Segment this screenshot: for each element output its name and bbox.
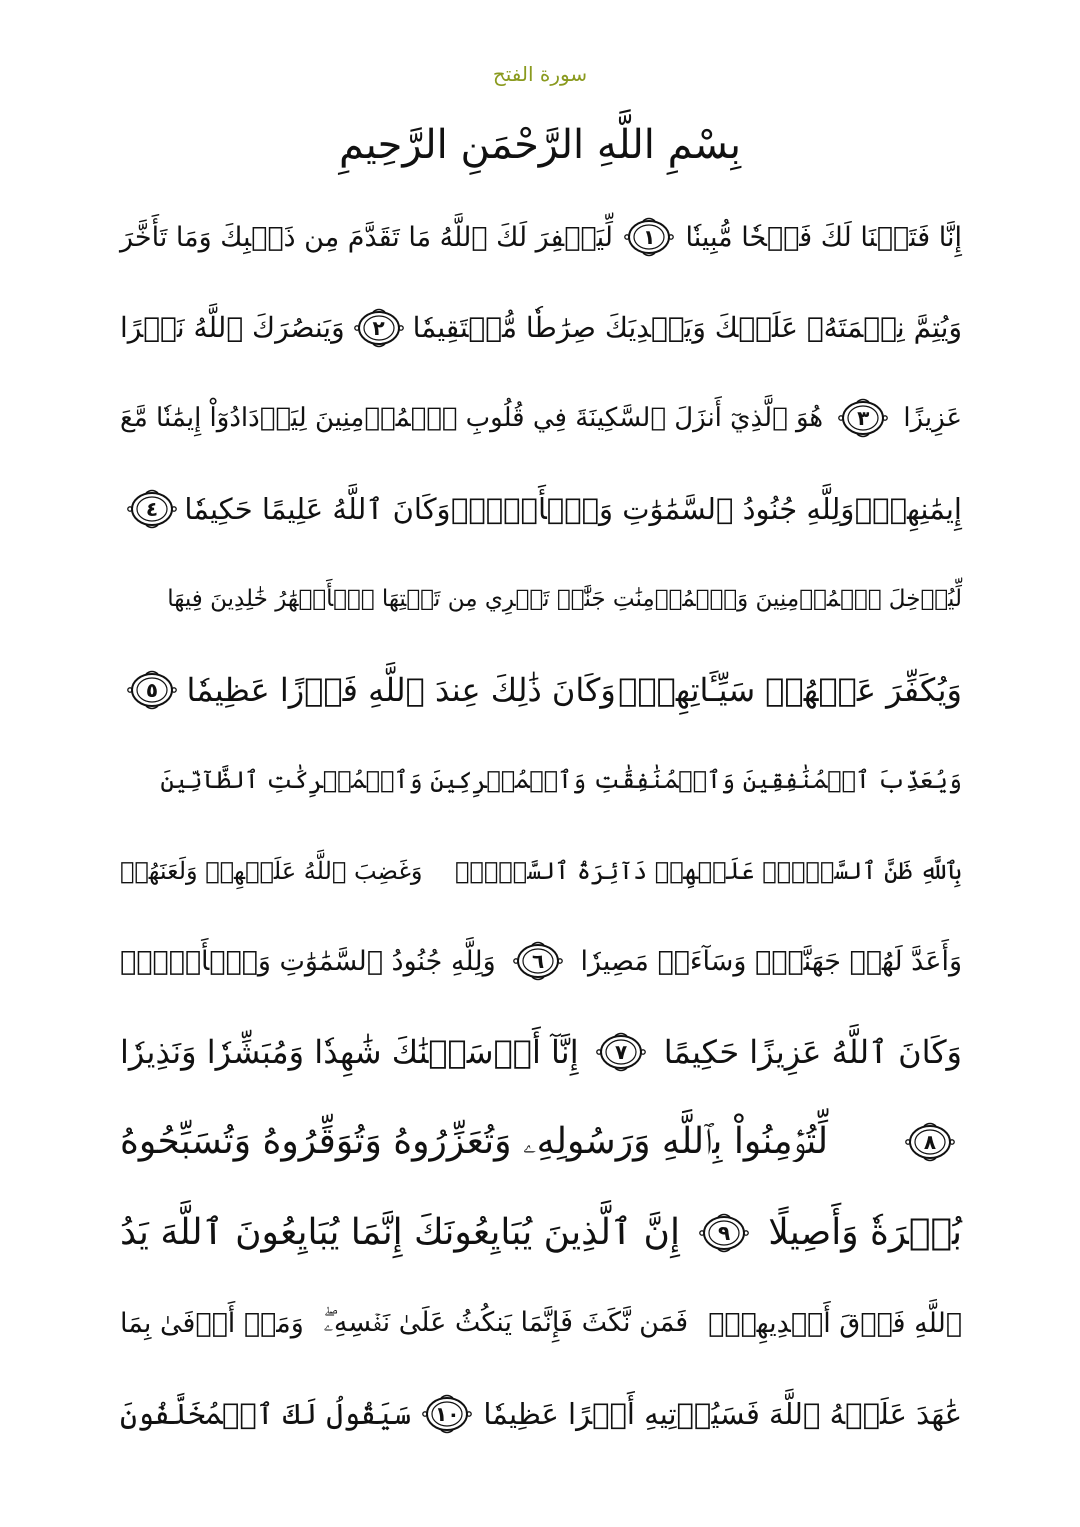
verse-text: بِٱللَّهِ ظَنَّ ٱلسَّوۡءِۚ عَلَيۡهِمۡ دَآئِرَةُ ٱلسَّوۡءِۖ bbox=[455, 856, 962, 885]
ayah-number-marker bbox=[512, 941, 564, 981]
ayah-number: ٧ bbox=[615, 1039, 628, 1064]
ayah-number: ٦ bbox=[531, 949, 545, 974]
verse-text: لِّتُؤۡمِنُواْ بِٱللَّهِ وَرَسُولِهِۦ وَتُعَزِّرُوهُ وَتُوَقِّرُوهُ وَتُسَبِّحُوهُ bbox=[120, 1121, 829, 1163]
verse-text: وَلِلَّهِ جُنُودُ ٱلسَّمَٰوَٰتِ وَٱلۡأَرۡضِۚ bbox=[450, 491, 855, 526]
ayah-number-marker bbox=[837, 398, 889, 438]
ayah-number-marker bbox=[595, 1032, 647, 1072]
verse-text: لِّيَغۡفِرَ لَكَ ٱللَّهُ مَا تَقَدَّمَ مِن ذَنۢبِكَ وَمَا تَأَخَّرَ bbox=[120, 221, 613, 253]
verse-line bbox=[120, 916, 962, 1007]
verse-line bbox=[120, 645, 962, 736]
verse-text: بُكۡرَةٗ وَأَصِيلًا bbox=[768, 1212, 962, 1254]
verse-text: ٱللَّهِ فَوۡقَ أَيۡدِيهِمۡۚ bbox=[708, 1307, 962, 1339]
ayah-number: ٨ bbox=[923, 1130, 937, 1155]
verse-line bbox=[120, 1188, 962, 1279]
ayah-number: ٢ bbox=[372, 315, 385, 340]
verse-text: وَكَانَ ٱللَّهُ عَلِيمًا حَكِيمٗا bbox=[184, 491, 451, 526]
ayah-number-marker bbox=[421, 1394, 473, 1434]
verse-text: وَأَعَدَّ لَهُمۡ جَهَنَّمَۖ وَسَآءَتۡ مَصِيرٗا bbox=[580, 945, 962, 977]
ayah-number-marker bbox=[353, 308, 405, 348]
verse-text: وَغَضِبَ ٱللَّهُ عَلَيۡهِمۡ وَلَعَنَهُمۡ bbox=[120, 856, 423, 885]
ayah-number: ١ bbox=[643, 225, 656, 250]
verse-line bbox=[120, 1007, 962, 1098]
verse-text: إِنَّا فَتَحۡنَا لَكَ فَتۡحٗا مُّبِينٗا bbox=[685, 221, 962, 253]
ayah-number-marker bbox=[623, 217, 675, 257]
verse-line bbox=[120, 192, 962, 283]
verse-line bbox=[120, 1097, 962, 1188]
verse-line bbox=[120, 826, 962, 917]
ayah-number-marker bbox=[126, 670, 178, 710]
verse-text: وَكَانَ ذَٰلِكَ عِندَ ٱللَّهِ فَوۡزًا عَظِيمٗا bbox=[186, 670, 616, 709]
verse-line bbox=[120, 1369, 962, 1460]
ayah-number: ٥ bbox=[145, 677, 159, 702]
surah-title: سورة الفتح bbox=[492, 62, 588, 86]
verse-line bbox=[120, 373, 962, 464]
ayah-number-marker bbox=[698, 1213, 750, 1253]
verse-line bbox=[120, 735, 962, 826]
verse-lines bbox=[120, 192, 962, 1459]
ayah-number-marker bbox=[904, 1122, 956, 1162]
verse-text: وَكَانَ ٱللَّهُ عَزِيزًا حَكِيمًا bbox=[663, 1032, 962, 1071]
ayah-number: ٤ bbox=[145, 496, 159, 521]
verse-text: وَيُكَفِّرَ عَنۡهُمۡ سَيِّـَٔاتِهِمۡۚ bbox=[618, 670, 962, 709]
verse-text: إِيمَٰنِهِمۡۗ bbox=[854, 491, 962, 526]
verse-line bbox=[120, 1278, 962, 1369]
verse-text: وَيُعَذِّبَ ٱلۡمُنَٰفِقِينَ وَٱلۡمُنَٰفِقَٰتِ وَٱلۡمُشۡرِكِينَ وَٱلۡمُشۡرِكَٰتِ ٱلظَّآنِّينَ bbox=[160, 766, 962, 795]
basmala: بِسْمِ اللَّهِ الرَّحْمَنِ الرَّحِيمِ bbox=[338, 122, 742, 168]
ayah-number: ١٠ bbox=[435, 1401, 460, 1426]
verse-text: وَمَنۡ أَوۡفَىٰ بِمَا bbox=[120, 1307, 304, 1339]
verse-line bbox=[120, 283, 962, 374]
verse-text: عَٰهَدَ عَلَيۡهُ ٱللَّهَ فَسَيُؤۡتِيهِ أَجۡرًا عَظِيمٗا bbox=[483, 1396, 962, 1431]
verse-text: وَيَنصُرَكَ ٱللَّهُ نَصۡرًا bbox=[120, 311, 345, 345]
verse-text: وَيُتِمَّ نِعۡمَتَهُۥ عَلَيۡكَ وَيَهۡدِيَكَ صِرَٰطٗا مُّسۡتَقِيمٗا bbox=[412, 311, 962, 345]
verse-text: هُوَ ٱلَّذِيٓ أَنزَلَ ٱلسَّكِينَةَ فِي قُلُوبِ ٱلۡمُؤۡمِنِينَ لِيَزۡدَادُوٓاْ إِيمَٰنٗا مَّعَ bbox=[120, 403, 824, 434]
verse-text: لِّيُدۡخِلَ ٱلۡمُؤۡمِنِينَ وَٱلۡمُؤۡمِنَٰتِ جَنَّٰتٖ تَجۡرِي مِن تَحۡتِهَا ٱلۡأَنۡهَٰرُ خَٰلِدِينَ فِيهَا bbox=[167, 586, 962, 613]
verse-text: إِنَّ ٱلَّذِينَ يُبَايِعُونَكَ إِنَّمَا يُبَايِعُونَ ٱللَّهَ يَدُ bbox=[120, 1212, 680, 1254]
verse-line bbox=[120, 554, 962, 645]
verse-text: إِنَّآ أَرۡسَلۡنَٰكَ شَٰهِدٗا وَمُبَشِّرٗا وَنَذِيرٗا bbox=[120, 1032, 579, 1071]
ayah-number: ٩ bbox=[718, 1220, 731, 1245]
verse-line bbox=[120, 464, 962, 555]
ayah-number-marker bbox=[126, 489, 178, 529]
verse-text: سَيَقُولُ لَكَ ٱلۡمُخَلَّفُونَ bbox=[120, 1396, 412, 1431]
ayah-number: ٣ bbox=[857, 406, 870, 431]
verse-text: عَزِيزًا bbox=[903, 403, 962, 434]
verse-text: وَلِلَّهِ جُنُودُ ٱلسَّمَٰوَٰتِ وَٱلۡأَرۡضِۚ bbox=[120, 945, 496, 977]
verse-text: فَمَن نَّكَثَ فَإِنَّمَا يَنكُثُ عَلَىٰ نَفۡسِهِۦۖ bbox=[323, 1307, 689, 1339]
